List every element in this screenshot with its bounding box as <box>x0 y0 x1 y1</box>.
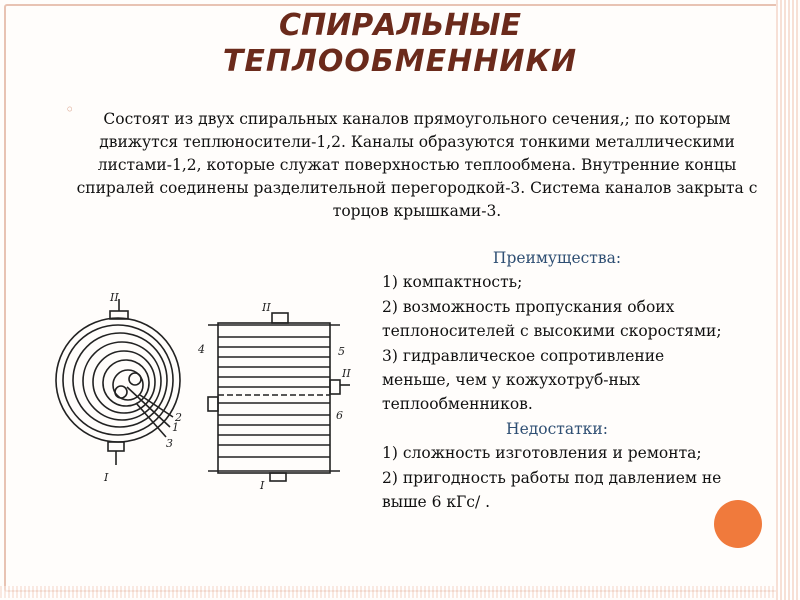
decorative-stripe-bottom <box>0 586 800 598</box>
decorative-stripe-right <box>776 0 798 600</box>
title-line-1: СПИРАЛЬНЫЕ <box>279 8 521 43</box>
bullet-icon: ◦ <box>65 100 75 119</box>
advantage-item: 2) возможность пропускания обоих теплоносителей с высокими скоростями; <box>382 297 722 341</box>
disadvantage-item: 1) сложность изготовления и ремонта; <box>382 444 702 463</box>
heat-exchanger-diagram <box>48 285 358 490</box>
label-left-bottom: I <box>104 471 109 484</box>
disadvantage-item: 2) пригодность работы под давлением не выше 6 кГс/ . <box>382 468 722 512</box>
advantages-header: Преимущества: <box>492 249 622 267</box>
decorative-circle <box>714 500 762 548</box>
label-num-1: 1 <box>172 421 179 434</box>
label-num-3: 3 <box>166 437 173 450</box>
slide-title <box>0 8 800 80</box>
advantage-item: 3) гидравлическое сопротивление меньше, чем у кожухотруб-ных теплообменников. <box>382 346 665 414</box>
label-num-5: 5 <box>338 345 345 358</box>
label-right-bottom: I <box>260 479 265 490</box>
title-line-2: ТЕПЛООБМЕННИКИ <box>222 44 578 79</box>
label-right-side: II <box>342 367 351 380</box>
longitudinal-section <box>208 313 350 481</box>
label-num-4: 4 <box>198 343 205 356</box>
label-right-top: II <box>262 301 271 314</box>
advantage-item: 1) компактность; <box>382 273 523 292</box>
pros-cons-block <box>382 246 732 514</box>
label-left-top: II <box>110 291 119 304</box>
spiral-cross-section <box>56 299 180 465</box>
intro-paragraph: Состоят из двух спиральных каналов прямоугольного сечения,; по которым движутся теплюносители-1,2. Каналы образуются тонкими металлическими листами-1,2, которые служат поверхностью теплообмена. Внутренние концы спиралей соединены разделительной перегородкой-3. Система каналов закрыта с торцов крышками-3. <box>76 110 758 220</box>
label-num-2: 2 <box>175 411 182 424</box>
disadvantages-header: Недостатки: <box>506 419 608 438</box>
label-num-6: 6 <box>336 409 343 422</box>
